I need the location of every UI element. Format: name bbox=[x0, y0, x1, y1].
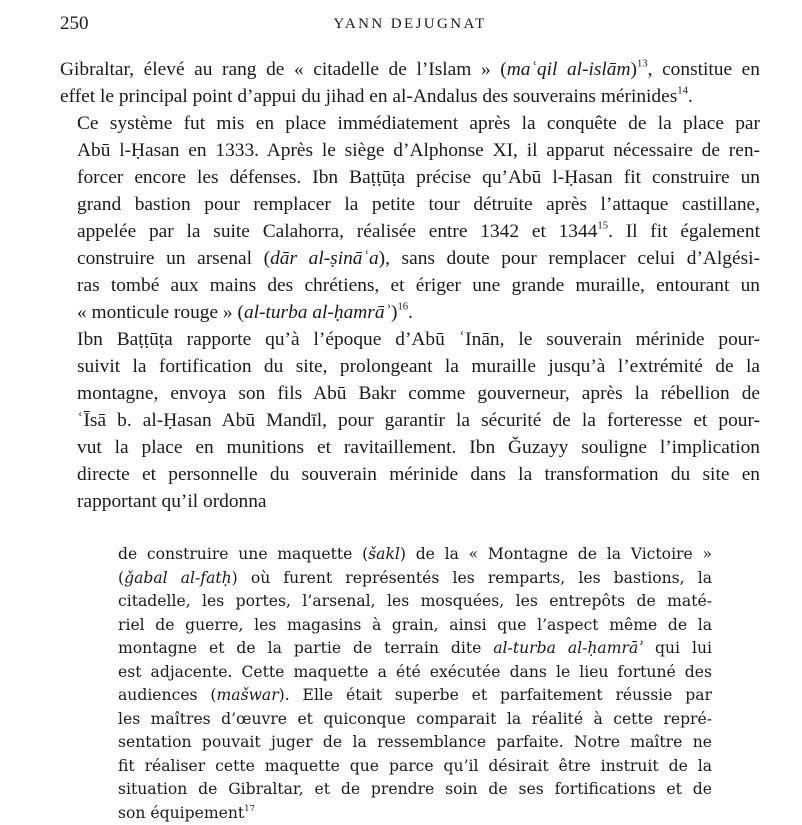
text-run: audiences ( bbox=[118, 686, 216, 704]
text-line bbox=[60, 407, 760, 434]
text-run: ras tombé aux mains des chrétiens, et ériger une grande muraille, entourant un bbox=[77, 275, 760, 296]
text-run: , constitue en bbox=[648, 59, 760, 80]
text-run: suivit la fortification du site, prolongeant la muraille jusqu’à l’extrémité de la bbox=[77, 356, 760, 377]
text-run: son équipement bbox=[118, 804, 244, 822]
page-number: 250 bbox=[60, 13, 89, 35]
text-line bbox=[60, 434, 760, 461]
quote-line bbox=[118, 802, 712, 825]
text-run: est adjacente. Cette maquette a été exécutée dans le lieu fortuné des bbox=[118, 663, 712, 681]
quote-line bbox=[118, 731, 712, 755]
text-line bbox=[60, 299, 760, 326]
quote-paragraph bbox=[118, 543, 712, 825]
text-run: citadelle, les portes, l’arsenal, les mosquées, les entrepôts de maté- bbox=[118, 592, 712, 610]
text-run: effet le principal point d’appui du jihad en al-Andalus des souverains mérinides bbox=[60, 86, 677, 107]
footnote-ref: 13 bbox=[637, 57, 648, 69]
text-run: ) bbox=[391, 302, 397, 323]
transliterated-term: al-turba al-ḥamrāʾ bbox=[244, 302, 391, 323]
quote-line bbox=[118, 614, 712, 638]
quote-line bbox=[118, 543, 712, 567]
text-run: rapportant qu’il ordonna bbox=[77, 491, 267, 512]
footnote-ref: 16 bbox=[397, 300, 408, 312]
text-line bbox=[60, 461, 760, 488]
quote-line bbox=[118, 708, 712, 732]
text-run: montagne et de la partie de terrain dite bbox=[118, 639, 493, 657]
text-line bbox=[60, 380, 760, 407]
paragraph bbox=[60, 326, 760, 515]
text-line bbox=[60, 191, 760, 218]
text-run: « monticule rouge » ( bbox=[77, 302, 244, 323]
text-run: ( bbox=[118, 569, 124, 587]
text-run: ). Elle était superbe et parfaitement réussie par bbox=[279, 686, 712, 704]
page-header bbox=[60, 0, 760, 56]
paragraph bbox=[60, 56, 760, 110]
text-run: situation de Gibraltar, et de prendre soin de ses fortifications et de bbox=[118, 780, 712, 798]
text-run: directe et personnelle du souverain mérinide dans la transformation du site en bbox=[77, 464, 760, 485]
text-line bbox=[60, 488, 760, 515]
text-line bbox=[60, 218, 760, 245]
text-run: ) de la « Montagne de la Victoire » bbox=[400, 545, 712, 563]
text-run: forcer encore les défenses. Ibn Baṭṭūṭa précise qu’Abū l-Ḥasan fit construire un bbox=[77, 167, 760, 188]
quote-line bbox=[118, 778, 712, 802]
body-text bbox=[60, 56, 760, 515]
text-line bbox=[60, 56, 760, 83]
text-line bbox=[60, 110, 760, 137]
quote-line bbox=[118, 567, 712, 591]
text-line bbox=[60, 353, 760, 380]
quote-line bbox=[118, 755, 712, 779]
text-run: les maîtres d’œuvre et quiconque comparait la réalité à cette repré- bbox=[118, 710, 712, 728]
text-run: Ce système fut mis en place immédiatement après la conquête de la place par bbox=[77, 113, 760, 134]
text-line bbox=[60, 137, 760, 164]
quote-line bbox=[118, 684, 712, 708]
text-line bbox=[60, 272, 760, 299]
text-run: . Il fit également bbox=[608, 221, 760, 242]
paragraph bbox=[60, 110, 760, 326]
text-run: qui lui bbox=[643, 639, 712, 657]
running-head: YANN DEJUGNAT bbox=[60, 16, 760, 33]
text-line bbox=[60, 83, 760, 110]
footnote-ref: 14 bbox=[677, 84, 688, 96]
text-run: riel de guerre, les magasins à grain, ainsi que l’aspect même de la bbox=[118, 616, 712, 634]
text-run: montagne, envoya son fils Abū Bakr comme gouverneur, après la rébellion de bbox=[77, 383, 760, 404]
transliterated-term: maʿqil al-islām bbox=[507, 59, 631, 80]
footnote-ref: 15 bbox=[597, 219, 608, 231]
quote-line bbox=[118, 661, 712, 685]
text-run: sentation pouvait juger de la ressemblance parfaite. Notre maître ne bbox=[118, 733, 712, 751]
text-run: Gibraltar, élevé au rang de « citadelle de l’Islam » ( bbox=[60, 59, 507, 80]
text-run: ) bbox=[631, 59, 637, 80]
text-run: construire un arsenal ( bbox=[77, 248, 270, 269]
text-run: . bbox=[688, 86, 693, 107]
text-run: vut la place en munitions et ravitaillement. Ibn Ǧuzayy souligne l’implication bbox=[77, 437, 760, 458]
text-run: Ibn Baṭṭūṭa rapporte qu’à l’époque d’Abū ʿInān, le souverain mérinide pour- bbox=[77, 329, 760, 350]
text-run: de construire une maquette ( bbox=[118, 545, 368, 563]
quote-line bbox=[118, 637, 712, 661]
block-quote bbox=[118, 543, 712, 825]
text-line bbox=[60, 245, 760, 272]
text-run: fit réaliser cette maquette que parce qu’il désirait être instruit de la bbox=[118, 757, 712, 775]
text-run: . bbox=[408, 302, 413, 323]
transliterated-term: dār al-ṣināʿa bbox=[270, 248, 379, 269]
text-run: Abū l-Ḥasan en 1333. Après le siège d’Alphonse XI, il apparut nécessaire de ren- bbox=[77, 140, 760, 161]
text-run: ), sans doute pour remplacer celui d’Algési- bbox=[379, 248, 760, 269]
page bbox=[60, 0, 760, 825]
transliterated-term: ǧabal al-fatḥ bbox=[124, 569, 232, 587]
quote-line bbox=[118, 590, 712, 614]
text-run: grand bastion pour remplacer la petite tour détruite après l’attaque castillane, bbox=[77, 194, 760, 215]
transliterated-term: mašwar bbox=[216, 686, 278, 704]
text-line bbox=[60, 326, 760, 353]
footnote-ref: 17 bbox=[244, 804, 255, 814]
text-line bbox=[60, 164, 760, 191]
text-run: ʿĪsā b. al-Ḥasan Abū Mandīl, pour garantir la sécurité de la forteresse et pour- bbox=[77, 410, 760, 431]
transliterated-term: šakl bbox=[368, 545, 400, 563]
text-run: appelée par la suite Calahorra, réalisée entre 1342 et 1344 bbox=[77, 221, 597, 242]
text-run: ) où furent représentés les remparts, les bastions, la bbox=[232, 569, 712, 587]
transliterated-term: al-turba al-ḥamrāʾ bbox=[493, 639, 643, 657]
